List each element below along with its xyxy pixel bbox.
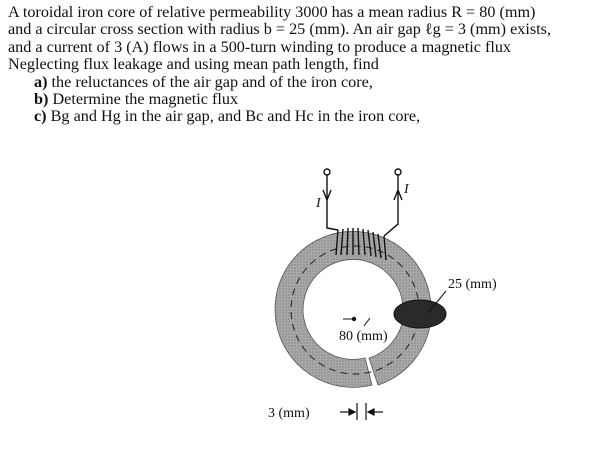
part-b-text: Determine the magnetic flux (52, 90, 239, 109)
problem-line-1: A toroidal iron core of relative permeability 3000 has a mean radius R = 80 (mm) (8, 3, 536, 21)
part-b-label: b) (34, 90, 49, 109)
gap-dimension-arrows (340, 403, 383, 420)
cross-section-label: 25 (mm) (448, 277, 497, 292)
part-a-label: a) (34, 72, 48, 91)
problem-line-4: Neglecting flux leakage and using mean path length, find (8, 55, 379, 74)
cross-section-ellipse (394, 300, 446, 328)
part-c-label: c) (34, 107, 47, 126)
part-c-text: Bg and Hg in the air gap, and Bc and Hc in the iron core, (50, 107, 421, 126)
left-lead (323, 169, 338, 230)
current-label-left: I (316, 196, 321, 211)
current-label-right: I (404, 182, 409, 197)
gap-dimension-label: 3 (mm) (268, 406, 310, 421)
mean-radius-label: 80 (mm) (339, 329, 388, 344)
radius-leader (364, 318, 370, 326)
right-lead (384, 169, 402, 236)
problem-line-3: and a current of 3 (A) flows in a 500-turn winding to produce a magnetic flux (8, 37, 512, 56)
problem-line-2: and a circular cross section with radius b = 25 (mm). An air gap ℓg = 3 (mm) exists, (8, 20, 551, 39)
part-a-text: the reluctances of the air gap and of the iron core, (51, 72, 373, 91)
